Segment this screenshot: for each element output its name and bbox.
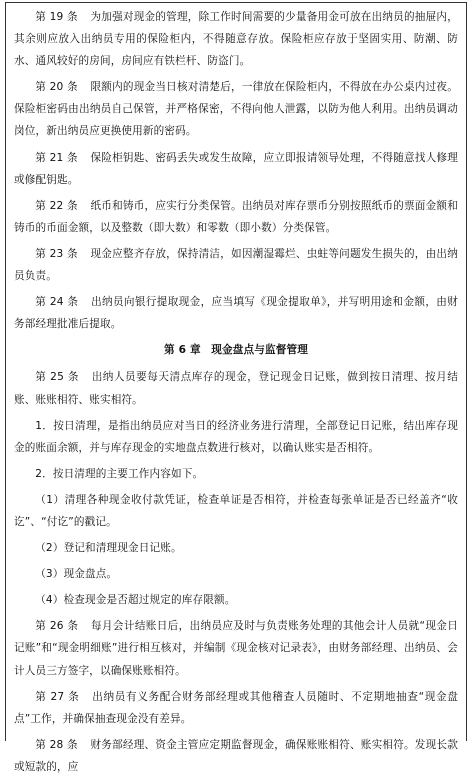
article-text: 每月会计结账日后，出纳员应及时与负责账务处理的其他会计人员就“现金日记账”和“现金明细账”进行相互核对，并编制《现金核对记录表》，由财务部经理、出纳员、会计人员三方签字，以确保账账相符。 — [14, 620, 458, 677]
article-number: 第 23 条 — [35, 247, 78, 260]
chapter-number: 第 6 章 — [164, 344, 201, 357]
article-text: 出纳员向银行提取现金，应当填写《现金提取单》，并写明用途和金额，由财务部经理批准后提取。 — [14, 296, 459, 331]
article-text: 出纳员有义务配合财务部经理或其他稽查人员随时、不定期地抽查“现金盘点”工作，并确保抽查现金没有差异。 — [14, 690, 458, 725]
article-22 — [14, 195, 458, 239]
article-text: 限额内的现金当日核对清楚后，一律放在保险柜内，不得放在办公桌内过夜。保险柜密码由出纳员自己保管，并严格保密，不得向他人泄露，以防为他人利用。出纳员调动岗位，新出纳员应更换使用新的密码。 — [14, 81, 458, 138]
article-19 — [14, 6, 458, 72]
article-number: 第 24 条 — [35, 296, 79, 309]
article-text: 现金应整齐存放，保持清洁，如因潮湿霉烂、虫蛀等问题发生损失的，由出纳员负责。 — [14, 247, 458, 283]
article-text: 为加强对现金的管理，除工作时间需要的少量备用金可放在出纳员的抽屉内，其余则应放入出纳员专用的保险柜内，不得随意存放。保险柜应存放于坚固实用、防潮、防水、通风较好的房间，房间应有铁栏杆、防盗门。 — [14, 11, 458, 68]
article-number: 第 22 条 — [35, 199, 78, 212]
article-number: 第 21 条 — [35, 151, 78, 164]
article-number: 第 27 条 — [35, 690, 80, 703]
article-number: 第 25 条 — [35, 371, 79, 384]
article-text: 纸币和铸币，应实行分类保管。出纳员对库存票币分别按照纸币的票面金额和铸币的币面金额，以及整数（即大数）和零数（即小数）分类保管。 — [14, 199, 458, 234]
list-item: （2）登记和清理现金日记账。 — [35, 542, 182, 555]
list-item: 1．按日清理，是指出纳员应对当日的经济业务进行清理，全部登记日记账，结出库存现金的账面余额，并与库存现金的实地盘点数进行核对，以确认账实是否相符。 — [14, 419, 458, 454]
article-21 — [14, 147, 458, 191]
chapter-heading — [14, 339, 458, 361]
list-item: （3）现金盘点。 — [35, 568, 118, 581]
list-item: （1）清理各种现金收付款凭证，检查单证是否相符，并检查每张单证是否已经盖齐“收讫”、“付讫”的戳记。 — [14, 493, 458, 528]
article-28 — [14, 734, 458, 778]
article-20 — [14, 76, 458, 142]
article-23 — [14, 243, 458, 287]
article-number: 第 28 条 — [35, 738, 78, 751]
article-27 — [14, 686, 458, 730]
article-text: 财务部经理、资金主管应定期监督现金，确保账账相符、账实相符。发现长款或短款的，应 — [14, 738, 458, 773]
article-25 — [14, 366, 458, 410]
article-26 — [14, 615, 458, 681]
article-number: 第 20 条 — [35, 81, 78, 94]
article-text: 保险柜钥匙、密码丢失或发生故障，应立即报请领导处理，不得随意找人修理或修配钥匙。 — [14, 151, 458, 186]
article-number: 第 19 条 — [35, 11, 78, 23]
document-body — [14, 6, 458, 782]
list-item: 2．按日清理的主要工作内容如下。 — [35, 467, 204, 480]
chapter-title: 现金盘点与监督管理 — [211, 344, 308, 357]
article-number: 第 26 条 — [35, 620, 79, 633]
list-item: （4）检查现金是否超过规定的库存限额。 — [35, 594, 236, 607]
article-24 — [14, 291, 458, 335]
article-text: 出纳人员要每天清点库存的现金，登记现金日记账，做到按日清理、按月结账、账账相符、账实相符。 — [14, 371, 458, 406]
